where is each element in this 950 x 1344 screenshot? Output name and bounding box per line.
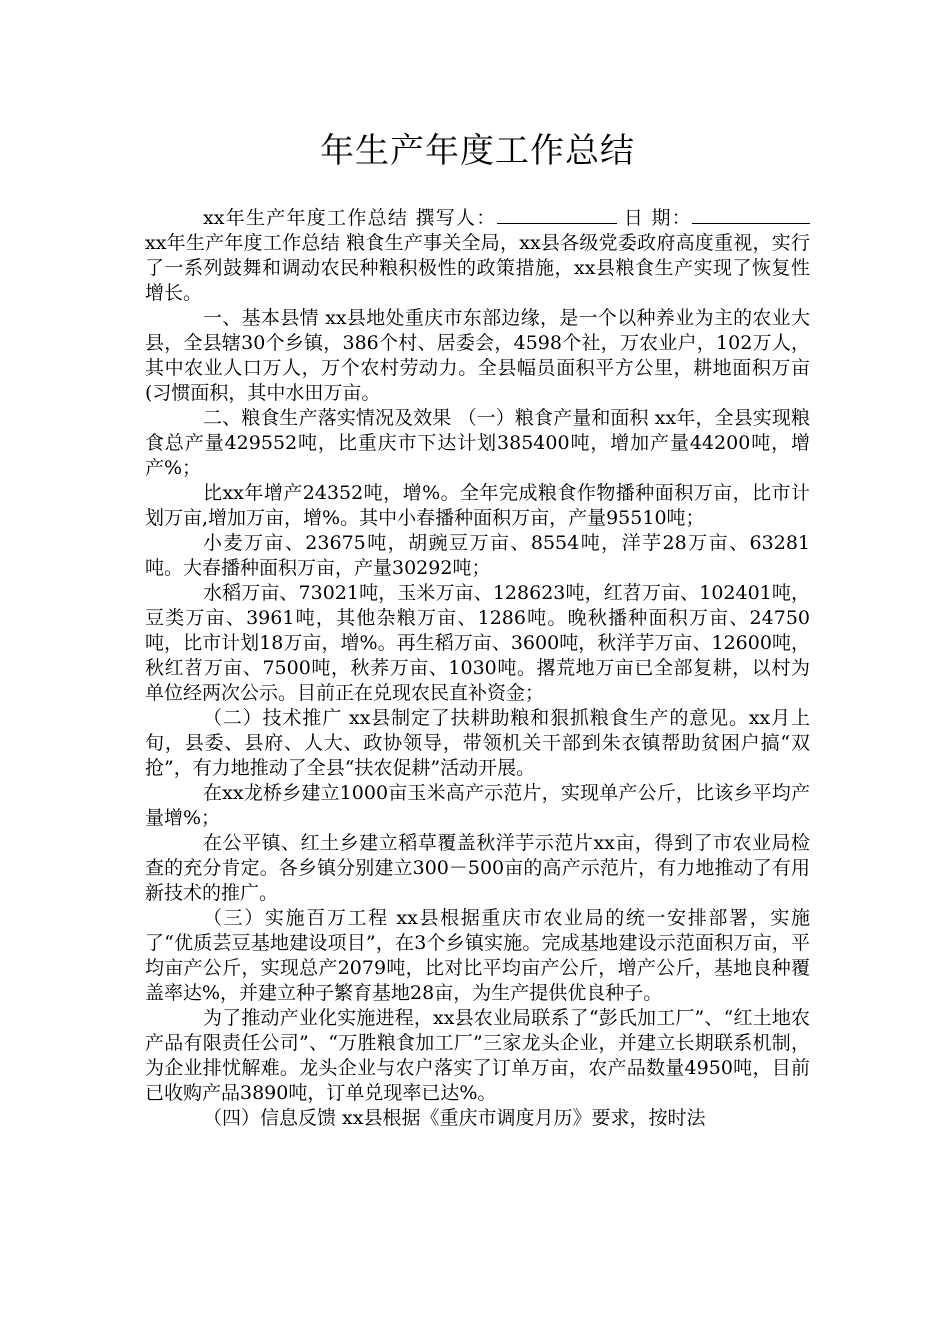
document-page	[145, 128, 810, 1131]
paragraph: （三）实施百万工程 xx县根据重庆市农业局的统一安排部署，实施了“优质芸豆基地建设项目”，在3个乡镇实施。完成基地建设示范面积万亩，平均亩产公斤，实现总产2079吨，比对比平均亩产公斤，增产公斤，基地良种覆盖率达%，并建立种子繁育基地28亩，为生产提供优良种子。	[145, 907, 810, 1004]
paragraph: 在xx龙桥乡建立1000亩玉米高产示范片，实现单产公斤，比该乡平均产量增%；	[145, 782, 810, 829]
author-blank	[497, 204, 617, 224]
paragraph: 比xx年增产24352吨，增%。全年完成粮食作物播种面积万亩，比市计划万亩,增加万亩，增%。其中小春播种面积万亩，产量95510吨；	[145, 482, 810, 529]
paragraph: 一、基本县情 xx县地处重庆市东部边缘，是一个以种养业为主的农业大县，全县辖30个乡镇，386个村、居委会，4598个社，万农业户，102万人，其中农业人口万人，万个农村劳动力。全县幅员面积平方公里，耕地面积万亩(习惯面积，其中水田万亩。	[145, 307, 810, 404]
document-body	[145, 204, 810, 1131]
date-blank-continued	[722, 204, 810, 224]
paragraph: 小麦万亩、23675吨，胡豌豆万亩、8554吨，洋芋28万亩、63281吨。大春播种面积万亩，产量30292吨；	[145, 532, 810, 579]
paragraph: 为了推动产业化实施进程，xx县农业局联系了“彭氏加工厂”、“红土地农产品有限责任公司”、“万胜粮食加工厂”三家龙头企业，并建立长期联系机制，为企业排忧解难。龙头企业与农户落实了订单万亩，农产品数量4950吨，目前已收购产品3890吨，订单兑现率已达%。	[145, 1007, 810, 1104]
paragraph: （二）技术推广 xx县制定了扶耕助粮和狠抓粮食生产的意见。xx月上旬，县委、县府、人大、政协领导，带领机关干部到朱衣镇帮助贫困户搞“双抢”，有力地推动了全县“扶农促耕”活动开展。	[145, 707, 810, 779]
paragraph: （四）信息反馈 xx县根据《重庆市调度月历》要求，按时法	[203, 1107, 706, 1129]
header-lead: xx年生产年度工作总结 撰写人：	[203, 207, 497, 229]
paragraph: 在公平镇、红土乡建立稻草覆盖秋洋芋示范片xx亩，得到了市农业局检查的充分肯定。各乡镇分别建立300－500亩的高产示范片，有力地推动了有用新技术的推广。	[145, 832, 810, 904]
date-blank	[692, 204, 722, 224]
paragraph: 二、粮食生产落实情况及效果 （一）粮食产量和面积 xx年，全县实现粮食总产量429552吨，比重庆市下达计划385400吨，增加产量44200吨，增产%；	[145, 407, 810, 479]
header-paragraph	[145, 204, 810, 306]
date-label: 日 期：	[616, 207, 692, 229]
intro-text: xx年生产年度工作总结 粮食生产事关全局，xx县各级党委政府高度重视，实行了一系列鼓舞和调动农民种粮积极性的政策措施，xx县粮食生产实现了恢复性增长。	[145, 232, 810, 304]
document-title: 年生产年度工作总结	[320, 131, 635, 171]
paragraph: 水稻万亩、73021吨，玉米万亩、128623吨，红苕万亩、102401吨，豆类万亩、3961吨，其他杂粮万亩、1286吨。晚秋播种面积万亩、24750吨，比市计划18万亩，增%。再生稻万亩、3600吨，秋洋芋万亩、12600吨，秋红苕万亩、7500吨，秋荞万亩、1030吨。撂荒地万亩已全部复耕，以村为单位经两次公示。目前正在兑现农民直补资金；	[145, 582, 810, 704]
